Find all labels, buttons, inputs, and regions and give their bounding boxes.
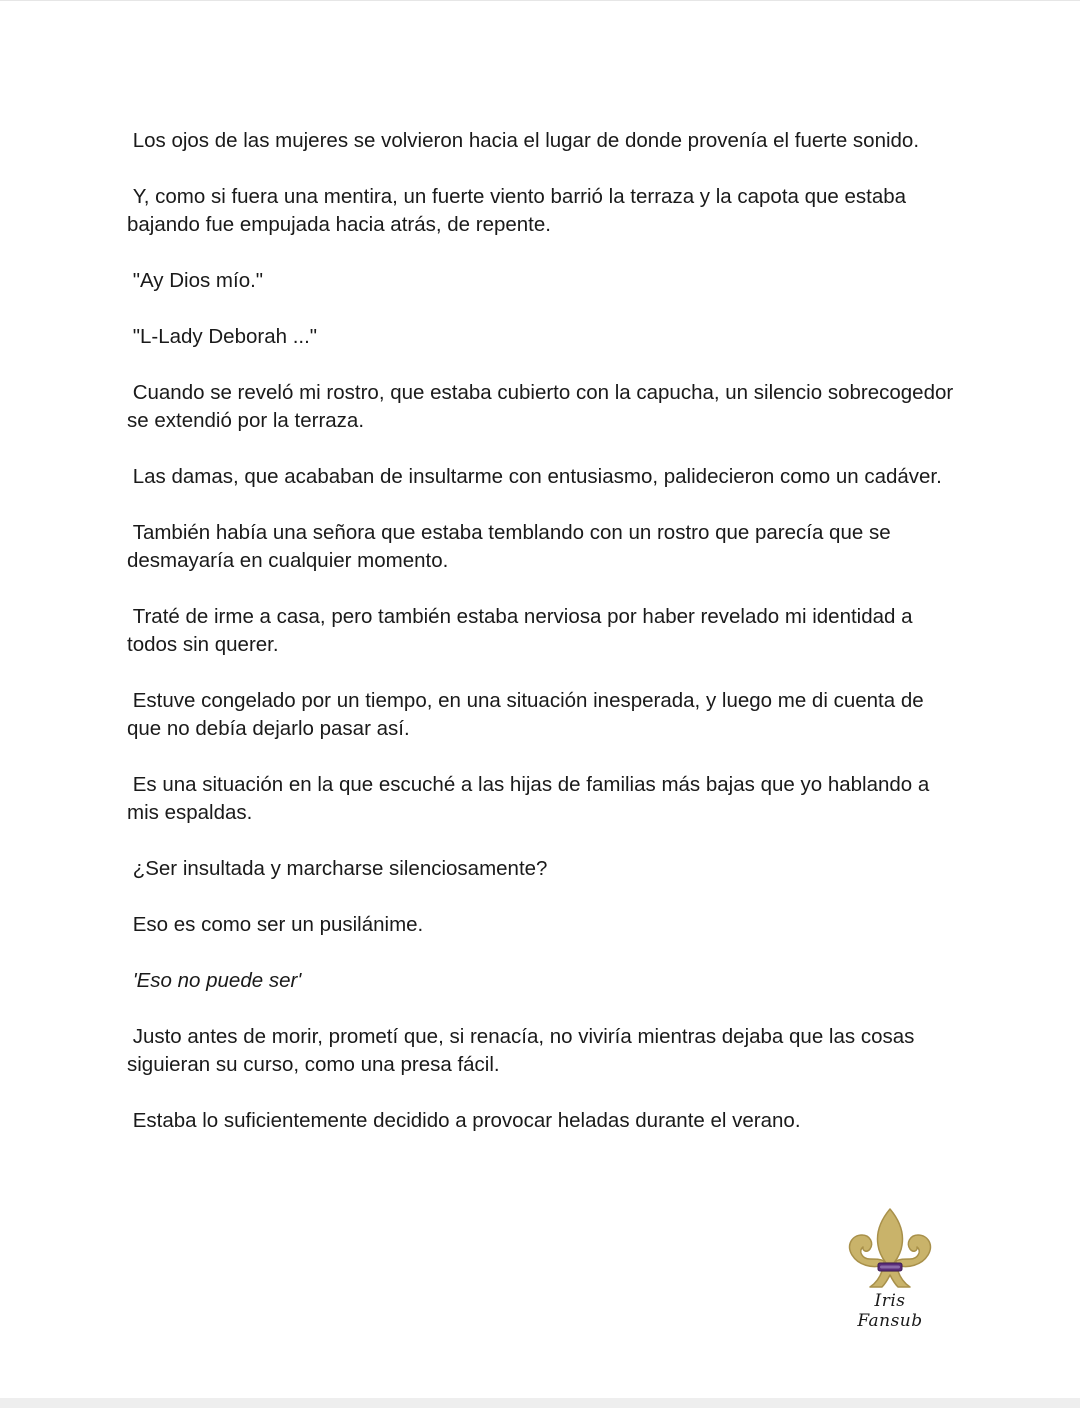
- logo-text: Iris Fansub: [857, 1291, 923, 1331]
- paragraph: Los ojos de las mujeres se volvieron hacia el lugar de donde provenía el fuerte sonido.: [127, 129, 920, 152]
- paragraph: Es una situación en la que escuché a las hijas de familias más bajas que yo hablando a mis espaldas.: [127, 773, 935, 824]
- paragraph: Estaba lo suficientemente decidido a provocar heladas durante el verano.: [127, 1109, 801, 1132]
- paragraph: Las damas, que acababan de insultarme con entusiasmo, palidecieron como un cadáver.: [127, 465, 942, 488]
- paragraph: "L-Lady Deborah ...": [127, 325, 318, 348]
- paragraph-italic: 'Eso no puede ser': [127, 969, 302, 992]
- paragraph: También había una señora que estaba temblando con un rostro que parecía que se desmayaría en cualquier momento.: [127, 521, 897, 572]
- paragraph: Y, como si fuera una mentira, un fuerte viento barrió la terraza y la capota que estaba bajando fue empujada hacia atrás, de repente.: [127, 185, 912, 236]
- paragraph: Eso es como ser un pusilánime.: [127, 913, 424, 936]
- page-bottom-edge: [0, 1398, 1080, 1408]
- paragraph: ¿Ser insultada y marcharse silenciosamente?: [127, 857, 548, 880]
- paragraph: Traté de irme a casa, pero también estaba nerviosa por haber revelado mi identidad a todos sin querer.: [127, 605, 919, 656]
- paragraph: Cuando se reveló mi rostro, que estaba cubierto con la capucha, un silencio sobrecogedor se extendió por la terraza.: [127, 381, 959, 432]
- fleur-de-lis-icon: [844, 1207, 936, 1289]
- paragraph: Estuve congelado por un tiempo, en una situación inesperada, y luego me di cuenta de que no debía dejarlo pasar así.: [127, 689, 930, 740]
- document-body: [127, 127, 957, 1163]
- paragraph: "Ay Dios mío.": [127, 269, 264, 292]
- paragraph: Justo antes de morir, prometí que, si renacía, no viviría mientras dejaba que las cosas siguieran su curso, como una presa fácil.: [127, 1025, 921, 1076]
- iris-fansub-logo: [840, 1207, 940, 1331]
